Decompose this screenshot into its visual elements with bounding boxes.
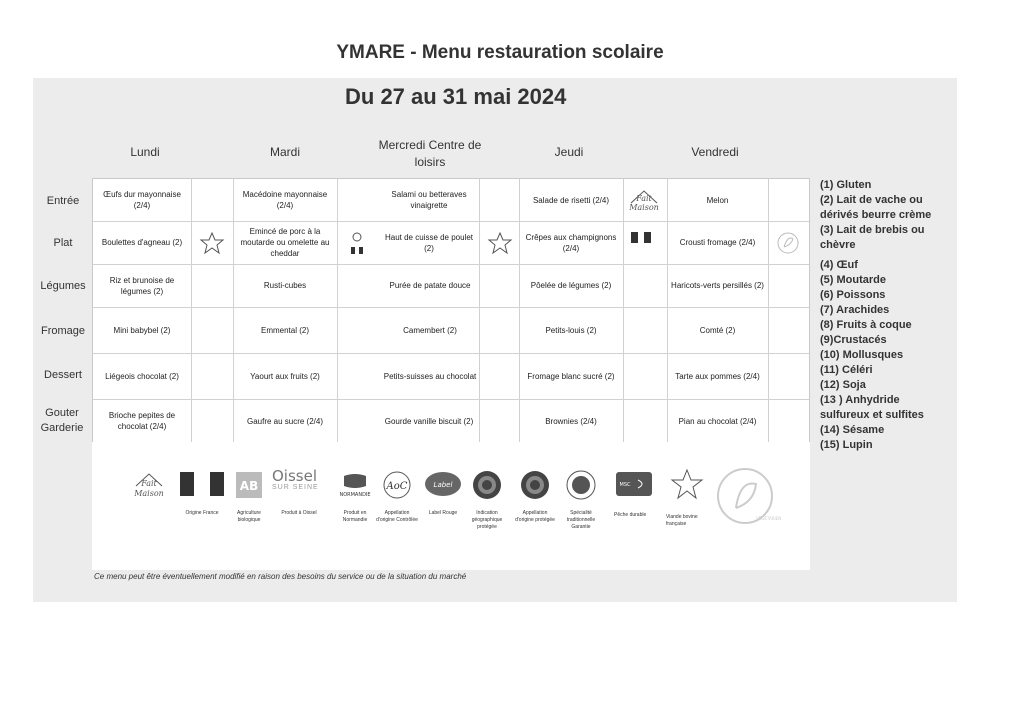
menu-cell: Pian au chocolat (2/4)	[678, 416, 757, 426]
logo-caption: Pêche durable	[614, 512, 647, 518]
menu-cell: Rusti-cubes	[263, 281, 307, 290]
allergen-item: (15) Lupin	[820, 439, 873, 451]
allergen-item: (11) Céléri	[820, 364, 873, 376]
allergen-item: sulfureux et sulfites	[820, 409, 924, 421]
menu-cell: Crousti fromage (2/4)	[679, 238, 756, 247]
svg-text:AoC: AoC	[386, 481, 408, 492]
row-label-entree: Entrée	[46, 195, 80, 207]
menu-cell: Yaourt aux fruits (2)	[250, 371, 320, 381]
oissel-text: Oissel	[272, 467, 317, 485]
logo-caption: Appellation d'origine Contrôlée	[376, 510, 418, 523]
origine-france-icon	[629, 231, 657, 241]
menu-cell: Salami ou betteraves vinaigrette	[391, 190, 467, 210]
svg-text:Fait: Fait	[636, 194, 652, 203]
menu-cell: Gourde vanille biscuit (2)	[384, 416, 474, 426]
allergen-item: (13 ) Anhydride	[820, 394, 900, 406]
oissel-logo	[272, 468, 326, 491]
allergen-item: (1) Gluten	[820, 179, 872, 191]
allergen-item: (8) Fruits à coque	[820, 319, 912, 331]
aop-icon	[520, 470, 550, 505]
page-title: YMARE - Menu restauration scolaire	[336, 42, 664, 63]
viande-bovine-icon	[670, 468, 704, 509]
menu-cell: Salade de risetti (2/4)	[532, 195, 610, 205]
oissel-subtext: SUR SEINE	[272, 484, 319, 491]
menu-cell: Brioche pepites de chocolat (2/4)	[108, 411, 176, 431]
day-header-lundi: Lundi	[130, 145, 160, 159]
svg-text:AB: AB	[239, 479, 259, 493]
menu-cell: Haricots-verts persillés (2)	[671, 281, 764, 290]
row-label-legumes: Légumes	[40, 280, 86, 292]
menu-cell: Comté (2)	[699, 325, 736, 335]
svg-text:Maison: Maison	[629, 203, 659, 212]
logo-caption: Appellation d'origine protégée	[515, 510, 555, 523]
vegetarien-icon	[773, 231, 803, 255]
allergen-item: (2) Lait de vache ou	[820, 194, 923, 206]
allergen-item: (3) Lait de brebis ou	[820, 224, 925, 236]
day-header-mardi: Mardi	[269, 145, 300, 159]
svg-text:NORMANDIE: NORMANDIE	[339, 492, 371, 498]
logo-caption: Viande bovine française	[666, 514, 698, 527]
allergen-item: (6) Poissons	[820, 289, 886, 301]
svg-text:MSC: MSC	[619, 482, 631, 488]
menu-cell: Fromage blanc sucré (2)	[527, 371, 615, 381]
allergen-item: (9)Crustacés	[820, 334, 887, 346]
logo-caption: Produit en Normandie	[342, 510, 368, 523]
vegetarien-logo	[716, 466, 782, 531]
row-label-dessert: Dessert	[44, 369, 82, 381]
logo-caption: Agriculture biologique	[237, 510, 261, 523]
origine-france-icon	[349, 229, 369, 257]
logo-caption: Spécialité traditionnelle Garantie	[566, 510, 596, 530]
label-rouge-icon	[485, 231, 515, 255]
menu-cell: Haut de cuisse de poulet (2)	[384, 232, 474, 253]
day-header-mercredi: Mercredi Centre de loisirs	[378, 138, 482, 169]
allergen-item: (7) Arachides	[820, 304, 890, 316]
day-header-vendredi: Vendredi	[691, 145, 739, 159]
origine-france-icon	[180, 472, 224, 503]
label-rouge-logo	[424, 470, 462, 503]
label-logos	[130, 466, 790, 546]
allergen-item: (4) Œuf	[820, 259, 858, 271]
ab-bio-icon	[236, 472, 262, 503]
label-rouge-icon	[197, 231, 227, 255]
menu-cell: Emmental (2)	[260, 325, 309, 335]
menu-cell: Mini babybel (2)	[113, 325, 171, 335]
menu-cell: Pôelée de légumes (2)	[530, 281, 612, 290]
allergen-item: chèvre	[820, 239, 856, 251]
allergen-item: dérivés beurre crème	[820, 209, 932, 221]
menu-cell: Liégeois chocolat (2)	[105, 371, 179, 381]
svg-text:Fait: Fait	[141, 479, 157, 488]
normandie-icon	[340, 472, 370, 503]
igp-icon	[472, 470, 502, 505]
logo-caption: Origine France	[185, 510, 219, 516]
allergen-item: (5) Moutarde	[820, 274, 886, 286]
peche-durable-icon	[616, 472, 652, 501]
row-label-plat: Plat	[53, 237, 73, 249]
fait-maison-icon	[625, 181, 663, 217]
menu-cell: Brownies (2/4)	[545, 416, 597, 426]
vegetarien-text: VÉGÉTARIEN	[756, 516, 782, 521]
stg-icon	[566, 470, 596, 505]
allergen-legend	[820, 178, 970, 453]
menu-cell: Purée de patate douce	[389, 281, 471, 290]
day-header-jeudi: Jeudi	[554, 145, 584, 159]
menu-cell: Œufs dur mayonnaise (2/4)	[103, 190, 181, 210]
menu-cell: Petits-suisses au chocolat	[383, 371, 477, 381]
grid-line	[768, 179, 769, 443]
menu-cell: Boulettes d'agneau (2)	[101, 238, 183, 247]
menu-cell: Emincé de porc à la moutarde ou omelette au cheddar	[240, 227, 330, 258]
fait-maison-icon	[132, 466, 166, 507]
svg-text:Label: Label	[433, 481, 453, 489]
logo-caption: Label Rouge	[428, 510, 458, 516]
grid-line	[623, 179, 624, 443]
menu-cell: Gaufre au sucre (2/4)	[246, 416, 324, 426]
allergen-item: (10) Mollusques	[820, 349, 904, 361]
logo-caption: Indication géographique protégée	[471, 510, 503, 530]
menu-cell: Riz et brunoise de légumes (2)	[109, 275, 175, 296]
date-range: Du 27 au 31 mai 2024	[345, 84, 567, 109]
menu-cell: Crêpes aux champignons (2/4)	[525, 232, 617, 253]
footer-note: Ce menu peut être éventuellement modifié en raison des besoins du service ou de la situation du marché	[94, 572, 467, 581]
menu-cell: Petits-louis (2)	[545, 325, 597, 335]
row-label-gouter: Gouter Garderie	[40, 407, 84, 434]
allergen-item: (14) Sésame	[820, 424, 885, 436]
menu-cell: Camembert (2)	[403, 325, 457, 335]
menu-cell: Macédoine mayonnaise (2/4)	[242, 190, 328, 210]
logo-caption: Produit à Oissel	[281, 510, 317, 516]
allergen-item: (12) Soja	[820, 379, 866, 391]
menu-cell: Melon	[706, 195, 729, 205]
menu-cell: Tarte aux pommes (2/4)	[675, 371, 760, 381]
grid-line	[191, 179, 192, 443]
row-label-fromage: Fromage	[40, 325, 86, 337]
menu-grid	[92, 178, 810, 444]
aoc-icon	[382, 470, 412, 505]
svg-text:Maison: Maison	[134, 489, 164, 498]
